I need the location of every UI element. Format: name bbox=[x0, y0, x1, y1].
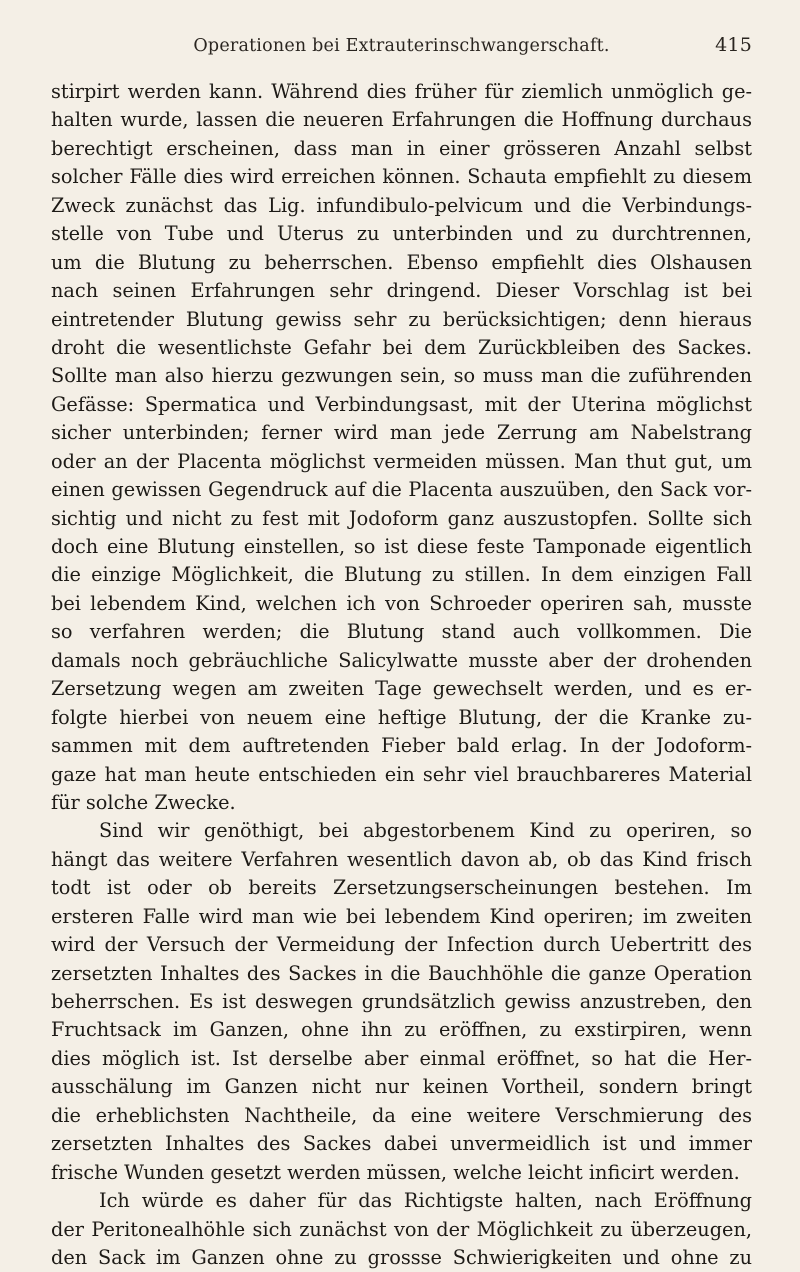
text-line: Fruchtsack im Ganzen, ohne ihn zu eröffnen, zu exstirpiren, wenn bbox=[51, 1018, 752, 1042]
text-line: ausschälung im Ganzen nicht nur keinen Vortheil, sondern bringt bbox=[51, 1075, 752, 1099]
text-line: Sollte man also hierzu gezwungen sein, so muss man die zuführenden bbox=[51, 364, 752, 388]
text-line: eintretender Blutung gewiss sehr zu berücksichtigen; denn hieraus bbox=[51, 307, 752, 331]
text-line: so verfahren werden; die Blutung stand auch vollkommen. Die bbox=[51, 620, 752, 644]
text-line: hängt das weitere Verfahren wesentlich davon ab, ob das Kind frisch bbox=[51, 847, 752, 871]
text-line: einen gewissen Gegendruck auf die Placenta auszuüben, den Sack vor- bbox=[51, 478, 752, 502]
text-line: um die Blutung zu beherrschen. Ebenso empfiehlt dies Olshausen bbox=[51, 250, 752, 274]
text-line: stelle von Tube und Uterus zu unterbinden und zu durchtrennen, bbox=[51, 222, 752, 246]
text-line: sichtig und nicht zu fest mit Jodoform ganz auszustopfen. Sollte sich bbox=[51, 506, 752, 530]
text-line: zersetzten Inhaltes des Sackes in die Bauchhöhle die ganze Operation bbox=[51, 961, 752, 985]
text-line: gaze hat man heute entschieden ein sehr viel brauchbareres Material bbox=[51, 762, 752, 786]
body-text bbox=[51, 78, 752, 1272]
text-line: solcher Fälle dies wird erreichen können. Schauta empfiehlt zu diesem bbox=[51, 165, 752, 189]
text-line: sicher unterbinden; ferner wird man jede Zerrung am Nabelstrang bbox=[51, 421, 752, 445]
text-line: bei lebendem Kind, welchen ich von Schroeder operiren sah, musste bbox=[51, 591, 752, 615]
text-line: dies möglich ist. Ist derselbe aber einmal eröffnet, so hat die Her- bbox=[51, 1046, 752, 1070]
text-line: den Sack im Ganzen ohne zu grossse Schwierigkeiten und ohne zu bbox=[51, 1245, 752, 1269]
text-line: Zweck zunächst das Lig. infundibulo-pelvicum und die Verbindungs- bbox=[51, 193, 752, 217]
text-line: Gefässe: Spermatica und Verbindungsast, mit der Uterina möglichst bbox=[51, 392, 752, 416]
text-line: folgte hierbei von neuem eine heftige Blutung, der die Kranke zu- bbox=[51, 705, 752, 729]
text-line: nach seinen Erfahrungen sehr dringend. Dieser Vorschlag ist bei bbox=[51, 279, 752, 303]
text-line: der Peritonealhöhle sich zunächst von der Möglichkeit zu überzeugen, bbox=[51, 1217, 752, 1241]
text-line: wird der Versuch der Vermeidung der Infection durch Uebertritt des bbox=[51, 933, 752, 957]
running-head bbox=[51, 36, 752, 66]
page-number: 415 bbox=[715, 34, 752, 56]
text-line: oder an der Placenta möglichst vermeiden müssen. Man thut gut, um bbox=[51, 449, 752, 473]
text-line: todt ist oder ob bereits Zersetzungserscheinungen bestehen. Im bbox=[51, 876, 752, 900]
text-line: halten wurde, lassen die neueren Erfahrungen die Hoffnung durchaus bbox=[51, 108, 752, 132]
text-line: sammen mit dem auftretenden Fieber bald erlag. In der Jodoform- bbox=[51, 734, 752, 758]
text-line: ersteren Falle wird man wie bei lebendem Kind operiren; im zweiten bbox=[51, 904, 752, 928]
text-line: stirpirt werden kann. Während dies früher für ziemlich unmöglich ge- bbox=[51, 80, 752, 103]
text-line: doch eine Blutung einstellen, so ist diese feste Tamponade eigentlich bbox=[51, 535, 752, 558]
running-title: Operationen bei Extrauterinschwangerschaft. bbox=[193, 36, 610, 56]
text-line: Sind wir genöthigt, bei abgestorbenem Kind zu operiren, so bbox=[99, 819, 752, 843]
text-line: berechtigt erscheinen, dass man in einer grösseren Anzahl selbst bbox=[51, 136, 752, 160]
text-line: frische Wunden gesetzt werden müssen, welche leicht inficirt werden. bbox=[51, 1160, 740, 1184]
text-line: droht die wesentlichste Gefahr bei dem Zurückbleiben des Sackes. bbox=[51, 335, 752, 359]
text-line: die erheblichsten Nachtheile, da eine weitere Verschmierung des bbox=[51, 1103, 752, 1127]
text-line: beherrschen. Es ist deswegen grundsätzlich gewiss anzustreben, den bbox=[51, 990, 752, 1013]
text-line: Zersetzung wegen am zweiten Tage gewechselt werden, und es er- bbox=[51, 677, 752, 701]
text-line: für solche Zwecke. bbox=[51, 790, 236, 814]
text-line: Ich würde es daher für das Richtigste halten, nach Eröffnung bbox=[99, 1189, 752, 1213]
text-line: damals noch gebräuchliche Salicylwatte musste aber der drohenden bbox=[51, 648, 752, 672]
text-line: zersetzten Inhaltes des Sackes dabei unvermeidlich ist und immer bbox=[51, 1132, 752, 1156]
text-line: die einzige Möglichkeit, die Blutung zu stillen. In dem einzigen Fall bbox=[51, 563, 752, 587]
